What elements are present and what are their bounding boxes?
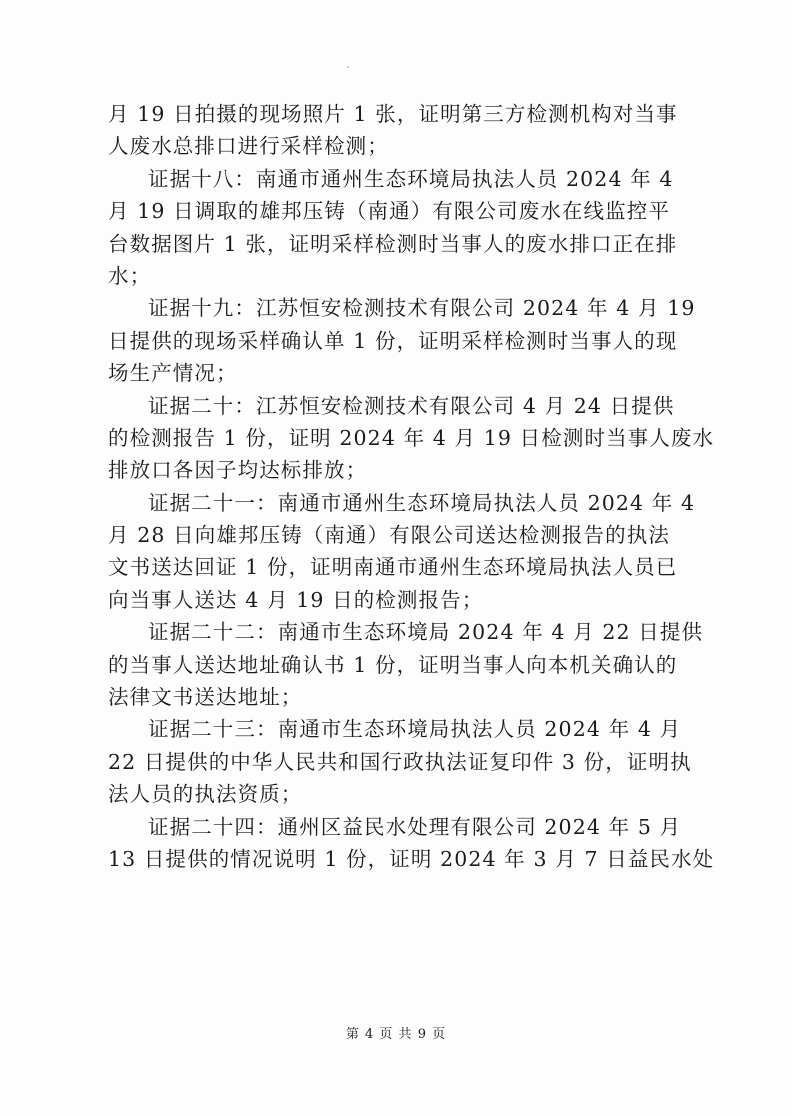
evidence-22-line: 证据二十二：南通市生态环境局 2024 年 4 月 22 日提供 bbox=[148, 620, 704, 645]
text-line: 台数据图片 1 张，证明采样检测时当事人的废水排口正在排 bbox=[108, 231, 678, 256]
page-number-footer: 第 4 页 共 9 页 bbox=[345, 1027, 447, 1042]
text-line: 13 日提供的情况说明 1 份，证明 2024 年 3 月 7 日益民水处 bbox=[108, 846, 715, 871]
text-line: 月 28 日向雄邦压铸（南通）有限公司送达检测报告的执法 bbox=[108, 523, 670, 548]
text-line: 水； bbox=[108, 263, 152, 288]
text-line: 的当事人送达地址确认书 1 份，证明当事人向本机关确认的 bbox=[108, 652, 678, 677]
text-line: 人废水总排口进行采样检测； bbox=[108, 134, 389, 159]
evidence-18-line: 证据十八：南通市通州生态环境局执法人员 2024 年 4 bbox=[148, 166, 674, 191]
text-line: 法律文书送达地址； bbox=[108, 685, 303, 710]
text-line: 文书送达回证 1 份，证明南通市通州生态环境局执法人员已 bbox=[108, 555, 678, 580]
scan-speck bbox=[347, 66, 349, 68]
text-line: 月 19 日调取的雄邦压铸（南通）有限公司废水在线监控平 bbox=[108, 199, 670, 224]
text-line: 日提供的现场采样确认单 1 份，证明采样检测时当事人的现 bbox=[108, 328, 678, 353]
text-line: 向当事人送达 4 月 19 日的检测报告； bbox=[108, 587, 484, 612]
body-text bbox=[108, 98, 715, 875]
evidence-21-line: 证据二十一：南通市通州生态环境局执法人员 2024 年 4 bbox=[148, 490, 696, 515]
text-line: 法人员的执法资质； bbox=[108, 782, 303, 807]
text-line: 的检测报告 1 份，证明 2024 年 4 月 19 日检测时当事人废水 bbox=[108, 425, 715, 450]
evidence-24-line: 证据二十四：通州区益民水处理有限公司 2024 年 5 月 bbox=[148, 814, 682, 839]
text-line: 排放口各因子均达标排放； bbox=[108, 458, 368, 483]
text-line: 月 19 日拍摄的现场照片 1 张，证明第三方检测机构对当事 bbox=[108, 102, 678, 126]
text-line: 场生产情况； bbox=[108, 361, 238, 386]
text-line: 22 日提供的中华人民共和国行政执法证复印件 3 份，证明执 bbox=[108, 749, 692, 774]
evidence-20-line: 证据二十：江苏恒安检测技术有限公司 4 月 24 日提供 bbox=[148, 393, 675, 418]
evidence-23-line: 证据二十三：南通市生态环境局执法人员 2024 年 4 月 bbox=[148, 717, 682, 742]
evidence-19-line: 证据十九：江苏恒安检测技术有限公司 2024 年 4 月 19 bbox=[148, 296, 696, 321]
